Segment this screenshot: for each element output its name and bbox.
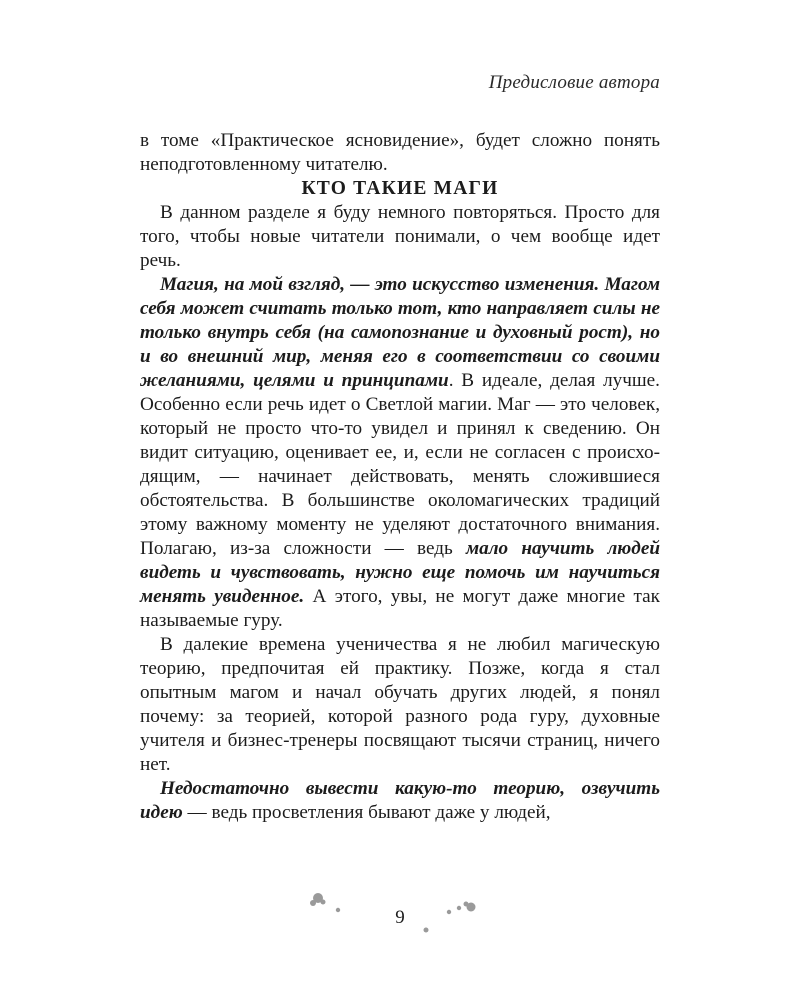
paragraph-idea <box>140 777 660 825</box>
paragraph-theory: В далекие времена ученичества я не любил магическую теорию, предпочитая ей практику. Позже, когда я стал опытным магом и начал обучать других людей, я понял почему: за теорией, которой разного рода гуру, духовные учителя и бизнес-тренеры посвящают тысячи страниц, ничего нет. <box>140 634 660 775</box>
body-text <box>140 129 660 825</box>
emphasis-definition: Магия, на мой взгляд, — это искусство изменения. Магом себя может считать только тот, кто направляет силы не только внутрь себя (на самопознание и духовный рост), но и во внешний мир, меняя его в соответствии со своими желаниями, целями и принципами <box>140 274 660 391</box>
dust-dot <box>313 893 323 903</box>
paragraph-text: А этого, увы, не могут даже многие так называемые гуру. <box>140 586 660 631</box>
dust-dot <box>310 900 316 906</box>
paragraph-continued: в томе «Практическое ясновидение», будет сложно понять неподготовленному читателю. <box>140 130 660 175</box>
emphasis-teaching: мало научить людей видеть и чувствовать, нужно еще помочь им научиться менять увиденное. <box>140 538 661 607</box>
paragraph-text: — ведь просветления бывают даже у людей, <box>182 802 551 823</box>
emphasis-idea: Недостаточно вывести какую-то теорию, озвучить идею <box>140 778 660 823</box>
paragraph-intro: В данном разделе я буду немного повторяться. Просто для того, чтобы новые читатели понимали, о чем вообще идет речь. <box>140 202 660 271</box>
dust-dot <box>321 900 326 905</box>
paragraph-magic-definition <box>140 273 660 633</box>
paragraph-text: . В идеале, делая лучше. Особенно если речь идет о Светлой магии. Маг — это человек, который не просто что-то увидел и принял к сведению. Он видит ситуацию, оценивает ее, и, если не согласен с происходящим, — начинает действовать, менять сложившиеся обстоятельства. В большинстве околомагических традиций этому важному моменту не уделяют достаточного внимания. Полагаю, из-за сложности — ведь <box>140 370 660 559</box>
dust-dot <box>464 902 469 907</box>
page-number: 9 <box>395 907 405 928</box>
running-head: Предисловие автора <box>488 72 660 93</box>
section-title: КТО ТАКИЕ МАГИ <box>301 178 499 199</box>
